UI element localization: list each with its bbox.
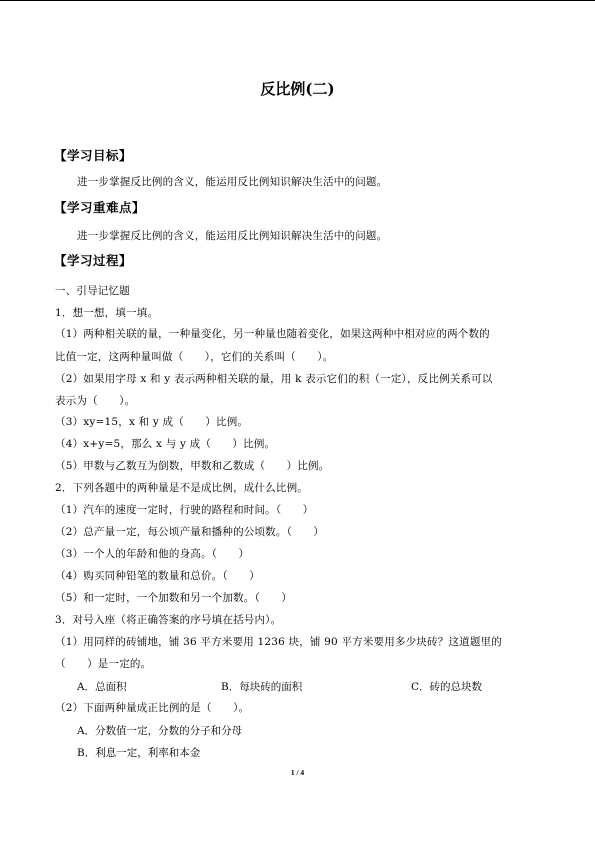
question-1-3: （3）xy=15，x 和 y 成（ ）比例。: [55, 416, 249, 428]
section-heading-goal: 【学习目标】: [54, 148, 133, 163]
option-b: B．利息一定，利率和本金: [77, 747, 201, 759]
option-c: C．砖的总块数: [411, 681, 483, 693]
page-number: 1 / 4: [290, 768, 305, 777]
question-2-5: （5）和一定时，一个加数和另一个加数。（ ）: [55, 592, 293, 604]
option-a: A．总面积: [77, 681, 127, 693]
question-1-4: （4）x+y=5，那么 x 与 y 成（ ）比例。: [55, 438, 276, 450]
question-1-1-line2: 比值一定，这两种量叫做（ ），它们的关系叫（ ）。: [55, 351, 334, 363]
part-heading: 一、引导记忆题: [55, 285, 130, 297]
question-2-1: （1）汽车的速度一定时，行驶的路程和时间。（ ）: [55, 504, 314, 516]
question-2: 2．下列各题中的两种量是不是成比例，成什么比例。: [55, 482, 308, 494]
question-1-2-line1: （2）如果用字母 x 和 y 表示两种相关联的量，用 k 表示它们的积（一定），反比例关系可以: [55, 373, 493, 385]
section-heading-key: 【学习重难点】: [54, 200, 146, 215]
top-rule: [0, 0, 595, 1]
option-a: A．分数值一定，分数的分子和分母: [77, 725, 243, 737]
question-2-3: （3）一个人的年龄和他的身高。（ ）: [55, 548, 250, 560]
question-1-5: （5）甲数与乙数互为倒数，甲数和乙数成（ ）比例。: [55, 460, 330, 472]
key-text: 进一步掌握反比例的含义，能运用反比例知识解决生活中的问题。: [77, 230, 388, 242]
goal-text: 进一步掌握反比例的含义，能运用反比例知识解决生活中的问题。: [77, 176, 388, 188]
section-heading-process: 【学习过程】: [54, 253, 133, 268]
question-1-2-line2: 表示为（ ）。: [55, 395, 136, 407]
question-3: 3．对号入座（将正确答案的序号填在括号内）。: [55, 614, 282, 626]
question-2-2: （2）总产量一定，每公顷产量和播种的公顷数。（ ）: [55, 526, 325, 538]
question-3-2: （2）下面两种量成正比例的是（ ）。: [55, 702, 250, 714]
question-1-1-line1: （1）两种相关联的量，一种量变化，另一种量也随着变化，如果这两种中相对应的两个数的: [55, 328, 490, 340]
question-1: 1．想一想，填一填。: [55, 307, 159, 319]
question-3-1-line1: （1）用同样的砖铺地，铺 36 平方米要用 1236 块，铺 90 平方米要用多少块砖？这道题里的: [55, 636, 502, 648]
question-2-4: （4）购买同种铅笔的数量和总价。（ ）: [55, 570, 260, 582]
page-title: 反比例(二): [260, 80, 335, 98]
option-b: B．每块砖的面积: [221, 681, 303, 693]
question-3-1-line2: （ ）是一定的。: [55, 658, 152, 670]
